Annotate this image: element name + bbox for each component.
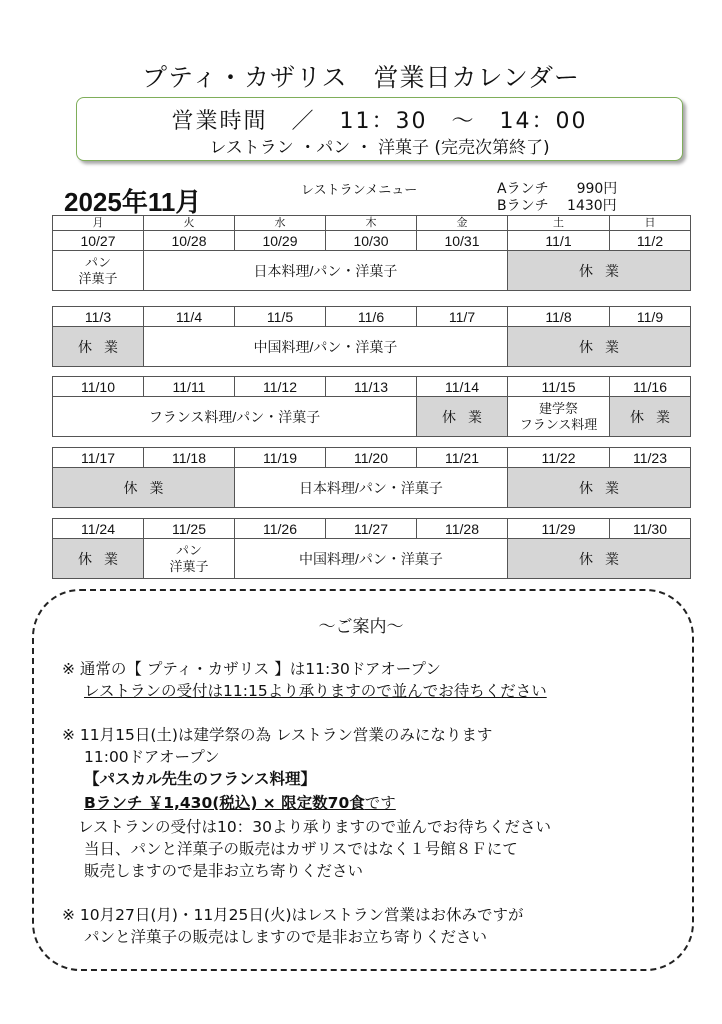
menu-cell: 日本料理/パン・洋菓子 <box>235 468 508 508</box>
notice-p3-line2: パンと洋菓子の販売はしますので是非お立ち寄りください <box>84 928 488 946</box>
week-table <box>52 447 691 508</box>
b-lunch-special: Bランチ ￥1,430(税込) × 限定数70食 <box>84 794 365 812</box>
date-cell: 11/24 <box>53 519 144 539</box>
menu-cell: 日本料理/パン・洋菓子 <box>144 251 508 291</box>
date-cell: 10/29 <box>235 231 326 251</box>
menu-cell: パン 洋菓子 <box>53 251 144 291</box>
closed-cell: 休業 <box>508 251 691 291</box>
date-cell: 11/30 <box>610 519 691 539</box>
date-cell: 11/20 <box>326 448 417 468</box>
menu-cell: パン 洋菓子 <box>144 539 235 579</box>
week-table <box>52 518 691 579</box>
date-cell: 11/23 <box>610 448 691 468</box>
date-cell: 11/28 <box>417 519 508 539</box>
weekday-header: 土 <box>508 216 610 231</box>
date-cell: 10/27 <box>53 231 144 251</box>
business-hours: 営業時間 ／ 11：30 ～ 14：00 <box>171 109 588 134</box>
date-cell: 11/1 <box>508 231 610 251</box>
date-cell: 10/31 <box>417 231 508 251</box>
closed-cell: 休業 <box>53 539 144 579</box>
notice-title: ～ご案内～ <box>318 617 404 637</box>
date-cell: 11/18 <box>144 448 235 468</box>
calendar-month: 2025年11月 <box>64 187 202 217</box>
date-cell: 11/17 <box>53 448 144 468</box>
notice-p3-line1: ※ 10月27日(月)・11月25日(火)はレストラン営業はお休みですが <box>62 906 524 924</box>
closed-cell: 休業 <box>417 397 508 437</box>
date-cell: 11/4 <box>144 307 235 327</box>
business-hours-box <box>76 97 683 161</box>
date-cell: 11/27 <box>326 519 417 539</box>
weekday-header: 火 <box>144 216 235 231</box>
date-cell: 11/22 <box>508 448 610 468</box>
date-cell: 11/16 <box>610 377 691 397</box>
week-table <box>52 376 691 437</box>
notice-p2-line2: 11:00ドアオープン <box>84 748 220 766</box>
date-cell: 11/26 <box>235 519 326 539</box>
date-cell: 11/3 <box>53 307 144 327</box>
date-cell: 11/6 <box>326 307 417 327</box>
date-cell: 11/13 <box>326 377 417 397</box>
date-cell: 11/29 <box>508 519 610 539</box>
date-cell: 11/9 <box>610 307 691 327</box>
notice-p2-line6: 当日、パンと洋菓子の販売はカザリスではなく１号館８Ｆにて <box>84 840 518 858</box>
notice-p2-line7: 販売しますので是非お立ち寄りください <box>84 862 364 880</box>
notice-p2-line1: ※ 11月15日(土)は建学祭の為 レストラン営業のみになります <box>62 726 493 744</box>
closed-cell: 休業 <box>508 327 691 367</box>
date-cell: 11/25 <box>144 519 235 539</box>
menu-cell: 建学祭 フランス料理 <box>508 397 610 437</box>
week-table <box>52 215 691 291</box>
notice-p1-line1: ※ 通常の【 プティ・カザリス 】は11:30ドアオープン <box>62 660 441 678</box>
week-table <box>52 306 691 367</box>
date-cell: 11/5 <box>235 307 326 327</box>
menu-cell: 中国料理/パン・洋菓子 <box>235 539 508 579</box>
menu-cell: フランス料理/パン・洋菓子 <box>53 397 417 437</box>
closed-cell: 休業 <box>508 539 691 579</box>
restaurant-menu-label: レストランメニュー <box>301 183 418 198</box>
closed-cell: 休業 <box>53 327 144 367</box>
b-lunch-special-tail: です <box>364 794 396 812</box>
date-cell: 11/15 <box>508 377 610 397</box>
weekday-header: 金 <box>417 216 508 231</box>
weekday-header: 日 <box>610 216 691 231</box>
closed-cell: 休業 <box>53 468 235 508</box>
page-title: プティ・カザリス 営業日カレンダー <box>142 63 580 92</box>
menu-a-lunch: Aランチ 990円 <box>497 181 618 197</box>
notice-p2-line4 <box>84 794 396 813</box>
date-cell: 11/21 <box>417 448 508 468</box>
weekday-header: 木 <box>326 216 417 231</box>
date-cell: 11/11 <box>144 377 235 397</box>
date-cell: 11/12 <box>235 377 326 397</box>
date-cell: 11/8 <box>508 307 610 327</box>
closed-cell: 休業 <box>610 397 691 437</box>
menu-cell: 中国料理/パン・洋菓子 <box>144 327 508 367</box>
date-cell: 11/2 <box>610 231 691 251</box>
date-cell: 11/14 <box>417 377 508 397</box>
date-cell: 10/28 <box>144 231 235 251</box>
menu-b-lunch: Bランチ 1430円 <box>497 198 617 214</box>
date-cell: 11/19 <box>235 448 326 468</box>
date-cell: 11/10 <box>53 377 144 397</box>
notice-p2-line3: 【パスカル先生のフランス料理】 <box>84 770 317 788</box>
notice-p2-line5: レストランの受付は10：30より承りますので並んでお待ちください <box>78 818 551 836</box>
weekday-header: 月 <box>53 216 144 231</box>
weekday-header: 水 <box>235 216 326 231</box>
date-cell: 10/30 <box>326 231 417 251</box>
business-hours-note: レストラン ・パン ・ 洋菓子 (完売次第終了) <box>209 138 550 158</box>
date-cell: 11/7 <box>417 307 508 327</box>
closed-cell: 休業 <box>508 468 691 508</box>
notice-p1-line2: レストランの受付は11:15より承りますので並んでお待ちください <box>84 682 547 700</box>
